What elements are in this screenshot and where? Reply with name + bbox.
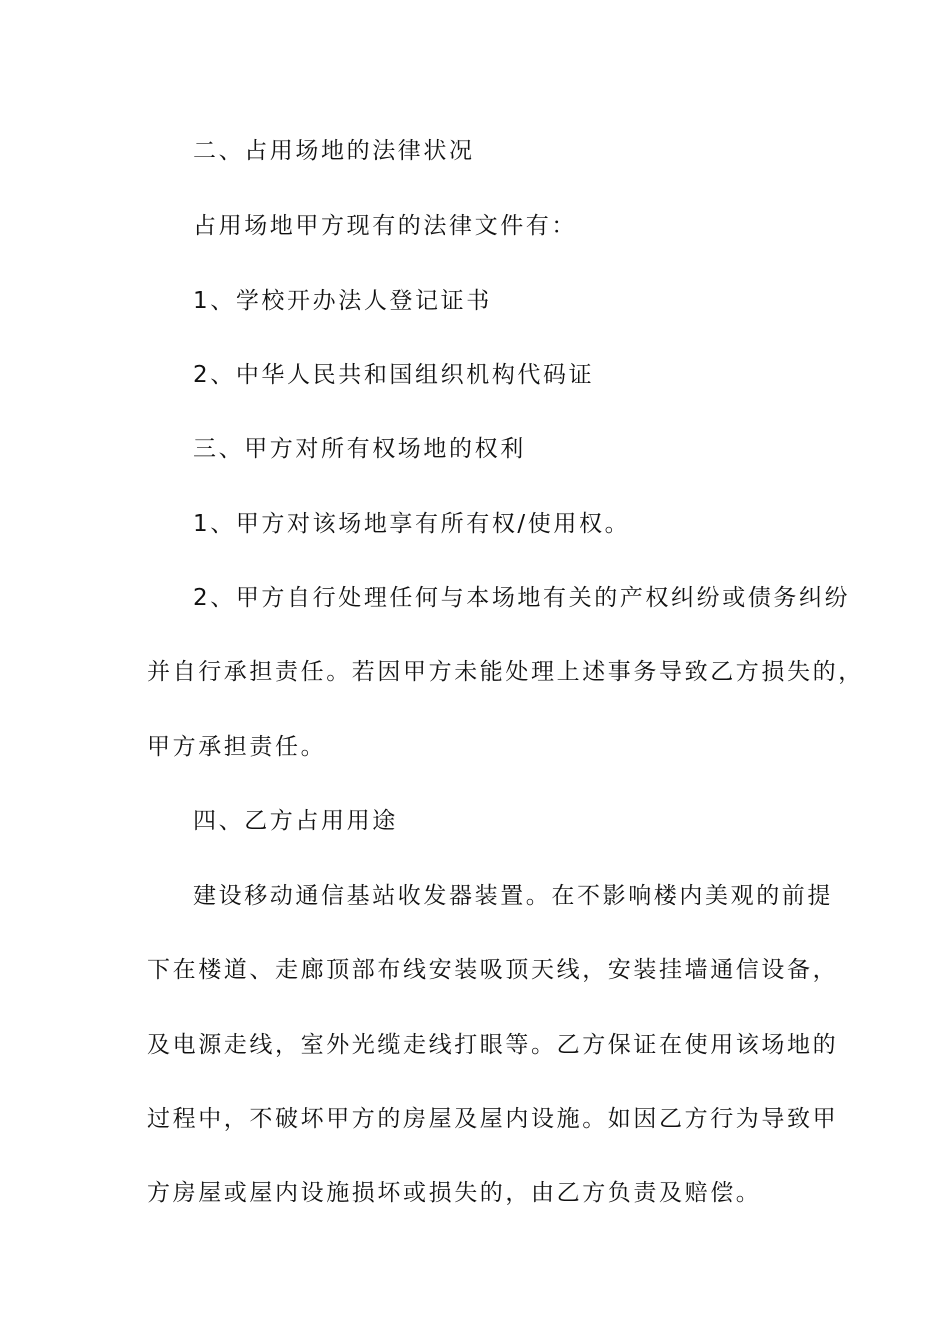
paragraph-line: 方房屋或屋内设施损坏或损失的，由乙方负责及赔偿。	[147, 1180, 762, 1206]
paragraph-line: 并自行承担责任。若因甲方未能处理上述事务导致乙方损失的，	[147, 659, 864, 685]
list-item: 1、学校开办法人登记证书	[193, 288, 492, 314]
list-item: 2、甲方自行处理任何与本场地有关的产权纠纷或债务纠纷	[193, 585, 851, 611]
section-heading-usage: 四、乙方占用用途	[193, 808, 398, 834]
paragraph-line: 及电源走线，室外光缆走线打眼等。乙方保证在使用该场地的	[147, 1032, 839, 1058]
section-heading-rights: 三、甲方对所有权场地的权利	[193, 436, 526, 462]
paragraph-line: 过程中，不破坏甲方的房屋及屋内设施。如因乙方行为导致甲	[147, 1106, 839, 1132]
list-item: 1、甲方对该场地享有所有权/使用权。	[193, 511, 631, 537]
list-item: 2、中华人民共和国组织机构代码证	[193, 362, 595, 388]
paragraph-line: 甲方承担责任。	[147, 734, 327, 760]
paragraph-line: 占用场地甲方现有的法律文件有：	[193, 213, 577, 239]
paragraph-line: 下在楼道、走廊顶部布线安装吸顶天线，安装挂墙通信设备，	[147, 957, 839, 983]
paragraph-line: 建设移动通信基站收发器装置。在不影响楼内美观的前提	[193, 883, 833, 909]
section-heading-legal-status: 二、占用场地的法律状况	[193, 138, 475, 164]
